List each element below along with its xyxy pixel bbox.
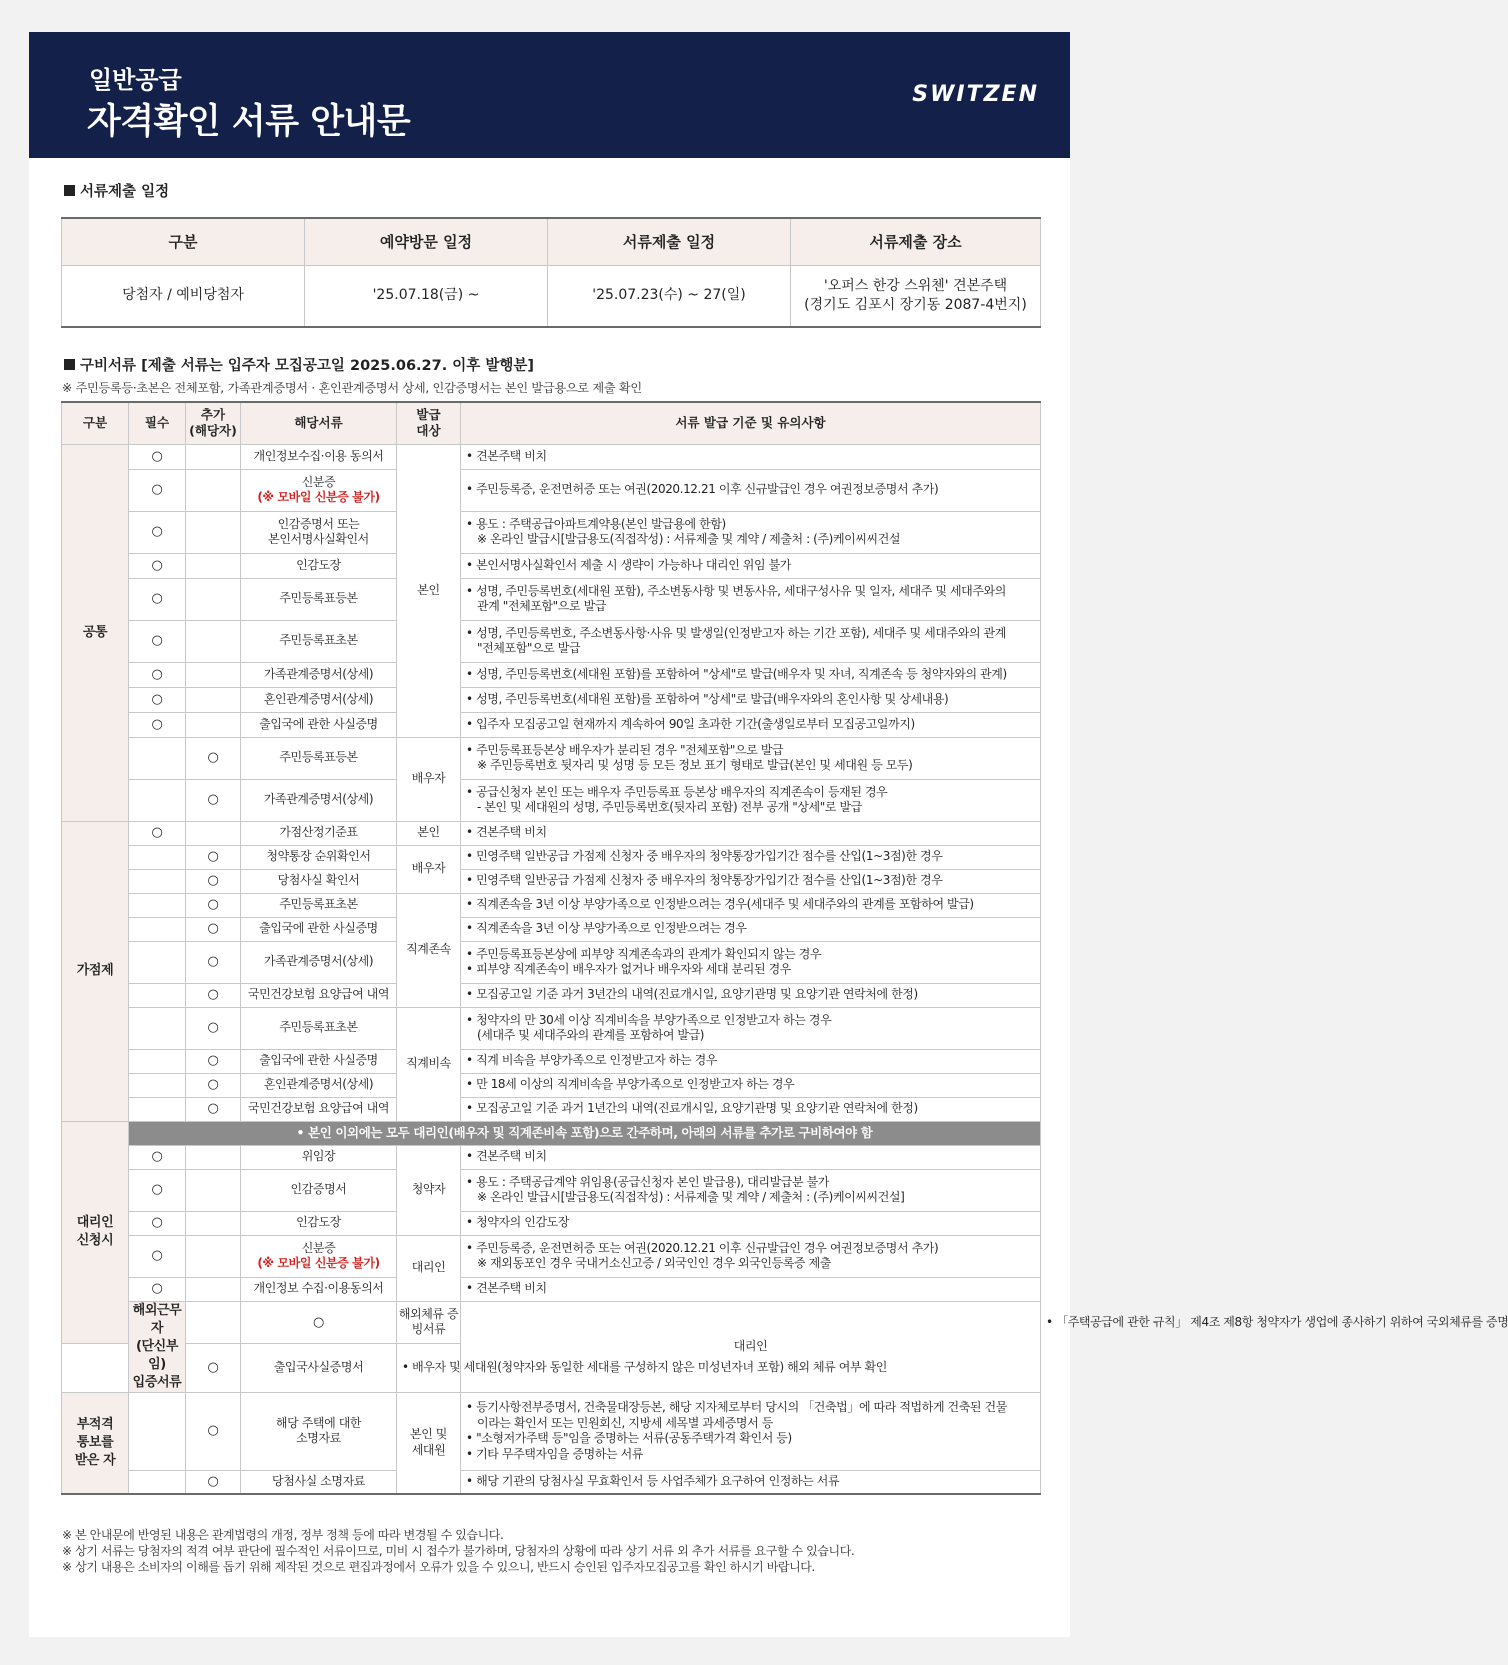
doc-name: 당첨사실 소명자료 [241, 1470, 397, 1494]
schedule-submit-date: '25.07.23(수) ~ 27(일) [548, 265, 791, 327]
table-row: 해외근무자 (단신부임) 입증서류 ○ 해외체류 증빙서류 대리인 • 「주택공급에 관한 규칙」 제4조 제8항 청약자가 생업에 종사하기 위하여 국외체류를 증명 [62, 1301, 1041, 1344]
doc-desc: • 견본주택 비치 [461, 444, 1041, 469]
footer-note: ※ 상기 서류는 당첨자의 적격 여부 판단에 필수적인 서류이므로, 미비 시 접수가 불가하며, 당첨자의 상황에 따라 상기 서류 외 추가 서류를 요구할 수 있습니다. [62, 1544, 855, 1558]
doc-desc: • 청약자의 인감도장 [461, 1211, 1041, 1235]
schedule-table [61, 217, 1041, 328]
doc-desc: • 주민등록표등본상에 피부양 직계존속과의 관계가 확인되지 않는 경우 • 피부양 직계존속이 배우자가 없거나 배우자와 세대 분리된 경우 [461, 941, 1041, 983]
required-mark: ○ [129, 620, 186, 662]
additional-mark: ○ [186, 1049, 241, 1073]
schedule-target: 당첨자 / 예비당첨자 [62, 265, 305, 327]
table-row [62, 553, 1041, 578]
table-row [62, 983, 1041, 1007]
additional-mark: ○ [241, 1301, 397, 1344]
doc-desc: • 용도 : 주택공급아파트계약용(본인 발급용에 한함) ※ 온라인 발급시[발급용도(직접작성) : 서류제출 및 계약 / 제출처 : (주)케이씨씨건설 [461, 511, 1041, 553]
additional-mark: ○ [186, 779, 241, 821]
doc-name: 주민등록표초본 [241, 893, 397, 917]
doc-name: 주민등록표등본 [241, 737, 397, 779]
doc-desc: • 직계존속을 3년 이상 부양가족으로 인정받으려는 경우(세대주 및 세대주와의 관계를 포함하여 발급) [461, 893, 1041, 917]
brand-logo: SWITZEN [912, 82, 1039, 107]
table-row [62, 1121, 1041, 1145]
additional-mark: ○ [186, 941, 241, 983]
doc-desc: • 공급신청자 본인 또는 배우자 주민등록표 등본상 배우자의 직계존속이 등재된 경우 - 본인 및 세대원의 성명, 주민등록번호(뒷자리 포함) 전부 공개 "상세"로 발급 [461, 779, 1041, 821]
table-row [62, 779, 1041, 821]
doc-desc: • 용도 : 주택공급계약 위임용(공급신청자 본인 발급용), 대리발급분 불가 ※ 온라인 발급시[발급용도(직접작성) : 서류제출 및 계약 / 제출처 : (주)케이씨씨건설] [461, 1169, 1041, 1211]
table-row [62, 712, 1041, 737]
footer-note: ※ 상기 내용은 소비자의 이해를 돕기 위해 제작된 것으로 편집과정에서 오류가 있을 수 있으니, 반드시 승인된 입주자모집공고를 확인 하시기 바랍니다. [62, 1560, 815, 1574]
table-row [62, 444, 1041, 469]
additional-mark: ○ [186, 1073, 241, 1097]
docs-col-header: 추가 (해당자) [186, 402, 241, 444]
required-mark: ○ [129, 712, 186, 737]
doc-desc: • 등기사항전부증명서, 건축물대장등본, 해당 지자체로부터 당시의 「건축법」에 따라 적법하게 건축된 건물 이라는 확인서 또는 민원회신, 지방세 세목별 과세증명서 등 • "소형저가주택 등"임을 증명하는 서류(공동주택가격 확인서 등) • 기타 무주택자임을 증명하는 서류 [461, 1392, 1041, 1470]
table-row [62, 821, 1041, 845]
table-row [62, 1049, 1041, 1073]
doc-name: 개인정보수집·이용 동의서 [241, 444, 397, 469]
doc-name: 가족관계증명서(상세) [241, 941, 397, 983]
docs-col-header: 서류 발급 기준 및 유의사항 [461, 402, 1041, 444]
issue-target: 본인 및 세대원 [397, 1392, 461, 1494]
doc-name: 출입국사실증명서 [241, 1344, 397, 1392]
footer-notes [62, 1527, 854, 1575]
required-mark: ○ [129, 1211, 186, 1235]
doc-desc: • 모집공고일 기준 과거 1년간의 내역(진료개시일, 요양기관명 및 요양기관 연락처에 한정) [461, 1097, 1041, 1121]
doc-desc: • 배우자 및 세대원(청약자와 동일한 세대를 구성하지 않은 미성년자녀 포함) 해외 체류 여부 확인 [397, 1344, 461, 1392]
doc-desc: • 주민등록증, 운전면허증 또는 여권(2020.12.21 이후 신규발급인 경우 여권정보증명서 추가) ※ 재외동포인 경우 국내거소신고증 / 외국인인 경우 외국인등록증 제출 [461, 1235, 1041, 1277]
group-proxy: 대리인 신청시 [62, 1121, 129, 1344]
required-mark: ○ [129, 444, 186, 469]
square-bullet-icon [64, 185, 75, 196]
doc-name: 주민등록표초본 [241, 620, 397, 662]
doc-desc: • 입주자 모집공고일 현재까지 계속하여 90일 초과한 기간(출생일로부터 모집공고일까지) [461, 712, 1041, 737]
square-bullet-icon [64, 359, 75, 370]
required-mark: ○ [129, 1169, 186, 1211]
doc-name: 출입국에 관한 사실증명 [241, 1049, 397, 1073]
schedule-col-header: 예약방문 일정 [305, 218, 548, 265]
table-row [62, 578, 1041, 620]
issue-target: 본인 [397, 821, 461, 845]
table-row [62, 893, 1041, 917]
documents-table [61, 401, 1508, 1495]
docs-col-header: 구분 [62, 402, 129, 444]
table-row [62, 1097, 1041, 1121]
table-row [62, 845, 1041, 869]
required-mark: ○ [129, 662, 186, 687]
doc-desc: • 주민등록표등본상 배우자가 분리된 경우 "전체포함"으로 발급 ※ 주민등록번호 뒷자리 및 성명 등 모든 정보 표기 형태로 발급(본인 및 세대원 등 모두) [461, 737, 1041, 779]
doc-desc: • 직계 비속을 부양가족으로 인정받고자 하는 경우 [461, 1049, 1041, 1073]
docs-col-header: 필수 [129, 402, 186, 444]
docs-col-header: 해당서류 [241, 402, 397, 444]
additional-mark: ○ [186, 917, 241, 941]
required-mark: ○ [129, 578, 186, 620]
issue-target: 청약자 [397, 1145, 461, 1235]
doc-name: 인감증명서 [241, 1169, 397, 1211]
header-subtitle: 일반공급 [89, 66, 182, 94]
additional-mark: ○ [186, 1344, 241, 1392]
schedule-col-header: 서류제출 장소 [791, 218, 1041, 265]
doc-name: 출입국에 관한 사실증명 [241, 917, 397, 941]
table-row [62, 511, 1041, 553]
doc-name: 위임장 [241, 1145, 397, 1169]
group-overseas: 해외근무자 (단신부임) 입증서류 [129, 1301, 186, 1392]
additional-mark: ○ [186, 1097, 241, 1121]
additional-mark: ○ [186, 893, 241, 917]
schedule-visit-date: '25.07.18(금) ~ [305, 265, 548, 327]
table-row [62, 687, 1041, 712]
doc-name: 청약통장 순위확인서 [241, 845, 397, 869]
doc-name: 가족관계증명서(상세) [241, 662, 397, 687]
table-row [62, 941, 1041, 983]
additional-mark: ○ [186, 1007, 241, 1049]
additional-mark: ○ [186, 983, 241, 1007]
schedule-place: '오퍼스 한강 스위첸' 견본주택 (경기도 김포시 장기동 2087-4번지) [791, 265, 1041, 327]
issue-target: 대리인 [461, 1301, 1041, 1392]
proxy-notice-banner: • 본인 이외에는 모두 대리인(배우자 및 직계존비속 포함)으로 간주하며, 아래의 서류를 추가로 구비하여야 함 [129, 1121, 1041, 1145]
header-banner [29, 32, 1070, 158]
schedule-section-title: 서류제출 일정 [64, 180, 169, 201]
issue-target: 배우자 [397, 737, 461, 821]
required-mark: ○ [129, 687, 186, 712]
table-row [62, 1007, 1041, 1049]
table-row [62, 1470, 1041, 1494]
doc-name: 인감증명서 또는 본인서명사실확인서 [241, 511, 397, 553]
table-row [62, 1392, 1041, 1470]
doc-name: 신분증 (※ 모바일 신분증 불가) [241, 1235, 397, 1277]
doc-desc: • 만 18세 이상의 직계비속을 부양가족으로 인정받고자 하는 경우 [461, 1073, 1041, 1097]
doc-name: 주민등록표등본 [241, 578, 397, 620]
group-common: 공통 [62, 444, 129, 821]
doc-desc: • 민영주택 일반공급 가점제 신청자 중 배우자의 청약통장가입기간 점수를 산입(1~3점)한 경우 [461, 869, 1041, 893]
table-row [62, 737, 1041, 779]
table-row [62, 869, 1041, 893]
additional-mark: ○ [186, 1470, 241, 1494]
issue-target: 본인 [397, 444, 461, 737]
table-row [62, 1073, 1041, 1097]
group-bonus: 가점제 [62, 821, 129, 1121]
footer-note: ※ 본 안내문에 반영된 내용은 관계법령의 개정, 정부 정책 등에 따라 변경될 수 있습니다. [62, 1528, 504, 1542]
doc-name: 신분증 (※ 모바일 신분증 불가) [241, 469, 397, 511]
doc-name: 출입국에 관한 사실증명 [241, 712, 397, 737]
doc-desc: • 모집공고일 기준 과거 3년간의 내역(진료개시일, 요양기관명 및 요양기관 연락처에 한정) [461, 983, 1041, 1007]
additional-mark: ○ [186, 869, 241, 893]
doc-name: 당첨사실 확인서 [241, 869, 397, 893]
issue-target: 직계비속 [397, 1007, 461, 1121]
additional-mark: ○ [186, 737, 241, 779]
header-title: 자격확인 서류 안내문 [87, 102, 411, 142]
doc-name: 가점산정기준표 [241, 821, 397, 845]
required-mark: ○ [129, 1277, 186, 1301]
doc-name: 국민건강보험 요양급여 내역 [241, 1097, 397, 1121]
doc-desc: • 성명, 주민등록번호(세대원 포함), 주소변동사항 및 변동사유, 세대구성사유 및 일자, 세대주 및 세대주와의 관계 "전체포함"으로 발급 [461, 578, 1041, 620]
table-row [62, 1211, 1041, 1235]
table-row [62, 469, 1041, 511]
doc-name: 혼인관계증명서(상세) [241, 687, 397, 712]
doc-desc: • 견본주택 비치 [461, 1277, 1041, 1301]
table-row [62, 1145, 1041, 1169]
doc-name: 가족관계증명서(상세) [241, 779, 397, 821]
doc-desc: • 본인서명사실확인서 제출 시 생략이 가능하나 대리인 위임 불가 [461, 553, 1041, 578]
issue-target: 직계존속 [397, 893, 461, 1007]
required-mark: ○ [129, 1235, 186, 1277]
table-row [62, 1169, 1041, 1211]
doc-name: 혼인관계증명서(상세) [241, 1073, 397, 1097]
doc-name: 주민등록표초본 [241, 1007, 397, 1049]
required-mark: ○ [129, 1145, 186, 1169]
table-row [62, 662, 1041, 687]
table-row [62, 917, 1041, 941]
doc-desc: • 성명, 주민등록번호(세대원 포함)를 포함하여 "상세"로 발급(배우자 및 자녀, 직계존속 등 청약자와의 관계) [461, 662, 1041, 687]
issue-target: 대리인 [397, 1235, 461, 1301]
required-mark: ○ [129, 511, 186, 553]
doc-name: 해외체류 증빙서류 [397, 1301, 461, 1344]
doc-desc: • 성명, 주민등록번호(세대원 포함)를 포함하여 "상세"로 발급(배우자와의 혼인사항 및 상세내용) [461, 687, 1041, 712]
doc-desc: • 직계존속을 3년 이상 부양가족으로 인정받으려는 경우 [461, 917, 1041, 941]
doc-name: 국민건강보험 요양급여 내역 [241, 983, 397, 1007]
required-mark: ○ [129, 821, 186, 845]
schedule-col-header: 서류제출 일정 [548, 218, 791, 265]
doc-desc: • 견본주택 비치 [461, 1145, 1041, 1169]
table-row [62, 1235, 1041, 1277]
doc-desc: • 주민등록증, 운전면허증 또는 여권(2020.12.21 이후 신규발급인 경우 여권정보증명서 추가) [461, 469, 1041, 511]
docs-section-title: 구비서류 [제출 서류는 입주자 모집공고일 2025.06.27. 이후 발행분] [64, 354, 534, 375]
doc-desc: • 민영주택 일반공급 가점제 신청자 중 배우자의 청약통장가입기간 점수를 산입(1~3점)한 경우 [461, 845, 1041, 869]
doc-name: 인감도장 [241, 1211, 397, 1235]
doc-desc: • 성명, 주민등록번호, 주소변동사항·사유 및 발생일(인정받고자 하는 기간 포함), 세대주 및 세대주와의 관계 "전체포함"으로 발급 [461, 620, 1041, 662]
table-row [62, 1277, 1041, 1301]
doc-name: 해당 주택에 대한 소명자료 [241, 1392, 397, 1470]
doc-desc: • 해당 기관의 당첨사실 무효확인서 등 사업주체가 요구하여 인정하는 서류 [461, 1470, 1041, 1494]
notice-sheet [29, 32, 1508, 1637]
required-mark: ○ [129, 469, 186, 511]
docs-col-header: 발급 대상 [397, 402, 461, 444]
required-mark: ○ [129, 553, 186, 578]
doc-desc: • 청약자의 만 30세 이상 직계비속을 부양가족으로 인정받고자 하는 경우 (세대주 및 세대주와의 관계를 포함하여 발급) [461, 1007, 1041, 1049]
issue-target: 배우자 [397, 845, 461, 893]
schedule-col-header: 구분 [62, 218, 305, 265]
doc-name: 인감도장 [241, 553, 397, 578]
additional-mark: ○ [186, 845, 241, 869]
doc-desc: • 견본주택 비치 [461, 821, 1041, 845]
table-row [62, 620, 1041, 662]
doc-name: 개인정보 수집·이용동의서 [241, 1277, 397, 1301]
docs-note: ※ 주민등록등·초본은 전체포함, 가족관계증명서 · 혼인관계증명서 상세, 인감증명서는 본인 발급용으로 제출 확인 [62, 381, 642, 395]
additional-mark: ○ [186, 1392, 241, 1470]
group-ineligible: 부적격 통보를 받은 자 [62, 1392, 129, 1494]
